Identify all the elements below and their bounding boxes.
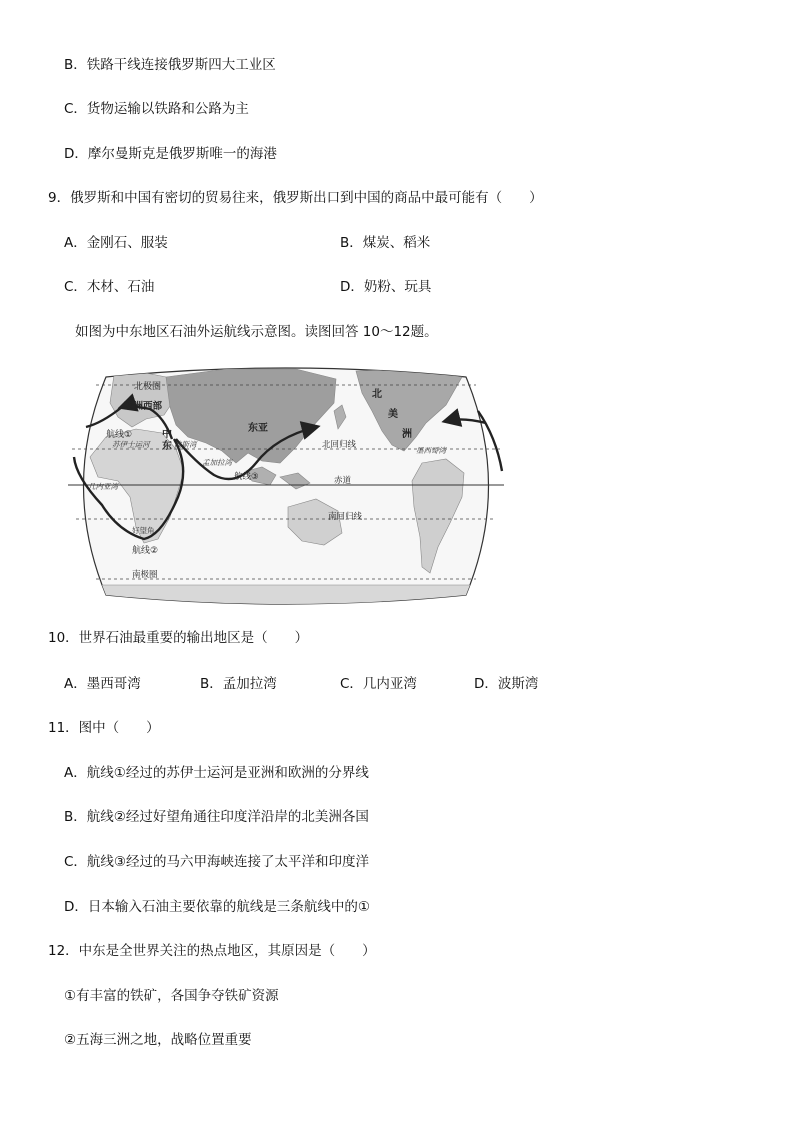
q9-option-d: D．奶粉、玩具 bbox=[340, 279, 432, 295]
label-mexico-gulf: 墨西哥湾 bbox=[416, 446, 446, 455]
q8-option-c: C．货物运输以铁路和公路为主 bbox=[64, 101, 249, 117]
label-arctic-circle: 北极圈 bbox=[134, 382, 162, 392]
q8-option-b: B．铁路干线连接俄罗斯四大工业区 bbox=[64, 57, 276, 73]
q11-option-d: D．日本输入石油主要依靠的航线是三条航线中的① bbox=[64, 899, 370, 915]
oil-route-map bbox=[66, 367, 506, 605]
label-suez: 苏伊士运河 bbox=[112, 440, 150, 449]
label-equator: 赤道 bbox=[334, 476, 352, 486]
label-east-asia: 东亚 bbox=[248, 423, 268, 434]
label-north-america-3: 洲 bbox=[402, 429, 412, 440]
label-tropic-capricorn: 南回归线 bbox=[328, 512, 363, 522]
q11-option-c: C．航线③经过的马六甲海峡连接了太平洋和印度洋 bbox=[64, 854, 370, 870]
label-good-hope: 好望角 bbox=[132, 526, 155, 535]
label-bengal: 孟加拉湾 bbox=[202, 458, 232, 467]
label-antarctic-circle: 南极圈 bbox=[132, 570, 158, 580]
label-north-america-2: 美 bbox=[388, 409, 398, 420]
q10-option-a: A．墨西哥湾 bbox=[64, 676, 141, 692]
q8-option-d: D．摩尔曼斯克是俄罗斯唯一的海港 bbox=[64, 146, 277, 162]
q11-stem: 11．图中（ ） bbox=[48, 720, 160, 736]
label-middle-east-2: 东 bbox=[162, 441, 172, 452]
label-guinea: 几内亚湾 bbox=[88, 482, 118, 491]
q10-option-c: C．几内亚湾 bbox=[340, 676, 417, 692]
label-middle-east-1: 中 bbox=[162, 429, 172, 440]
label-tropic-cancer: 北回归线 bbox=[322, 440, 357, 450]
label-route2: 航线② bbox=[132, 546, 159, 556]
q9-stem: 9．俄罗斯和中国有密切的贸易往来，俄罗斯出口到中国的商品中最可能有（ ） bbox=[48, 190, 543, 206]
q10-option-d: D．波斯湾 bbox=[474, 676, 539, 692]
q9-option-b: B．煤炭、稻米 bbox=[340, 235, 431, 251]
world-map-figure bbox=[66, 367, 506, 605]
q12-item-1: ①有丰富的铁矿，各国争夺铁矿资源 bbox=[64, 988, 279, 1004]
q9-option-a: A．金刚石、服装 bbox=[64, 235, 168, 251]
label-persian-gulf: 波斯湾 bbox=[174, 440, 197, 449]
q11-option-a: A．航线①经过的苏伊士运河是亚洲和欧洲的分界线 bbox=[64, 765, 369, 781]
label-west-europe: 欧洲西部 bbox=[124, 401, 163, 412]
q12-item-2: ②五海三洲之地，战略位置重要 bbox=[64, 1032, 252, 1048]
label-north-america-1: 北 bbox=[372, 389, 382, 400]
label-route3: 航线③ bbox=[234, 472, 259, 482]
q10-option-b: B．孟加拉湾 bbox=[200, 676, 277, 692]
q12-stem: 12．中东是全世界关注的热点地区，其原因是（ ） bbox=[48, 943, 376, 959]
label-route1: 航线① bbox=[106, 430, 133, 440]
map-intro: 如图为中东地区石油外运航线示意图。读图回答 10～12题。 bbox=[75, 324, 438, 340]
q9-option-c: C．木材、石油 bbox=[64, 279, 155, 295]
q11-option-b: B．航线②经过好望角通往印度洋沿岸的北美洲各国 bbox=[64, 809, 369, 825]
q10-stem: 10．世界石油最重要的输出地区是（ ） bbox=[48, 630, 309, 646]
